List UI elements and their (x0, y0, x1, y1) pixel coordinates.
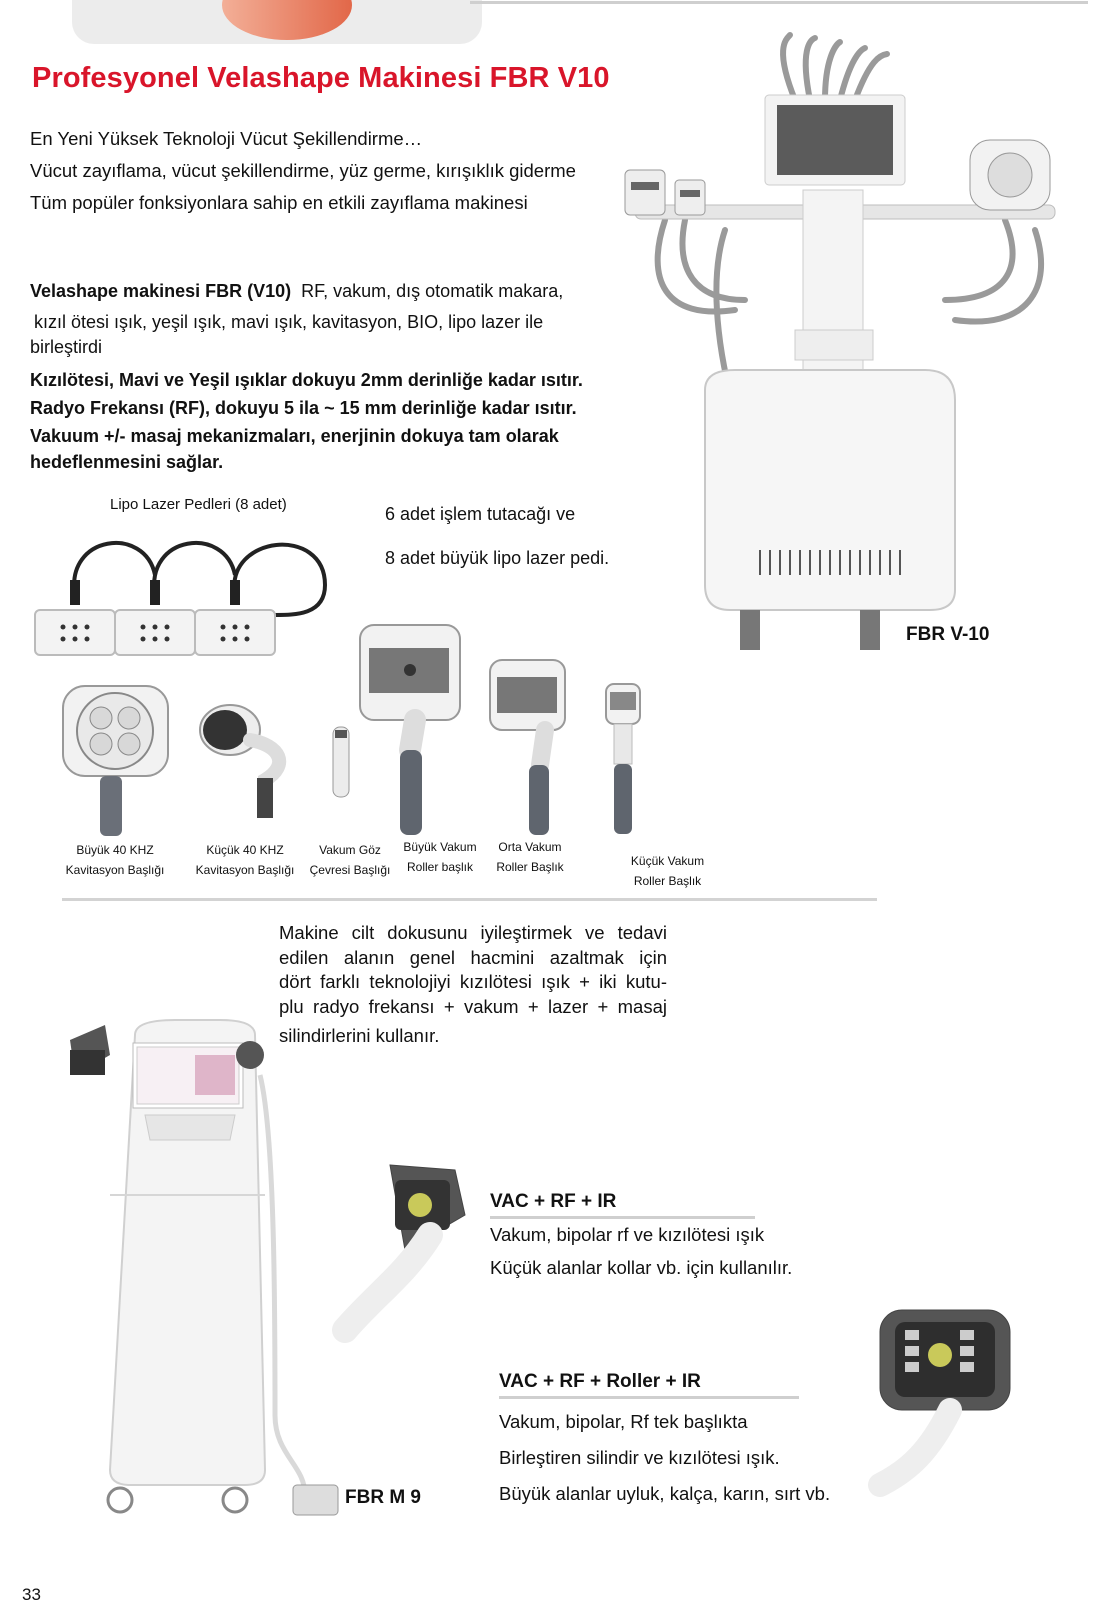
lipo-laser-pads-image (35, 525, 335, 665)
section-line: Vakum, bipolar rf ve kızılötesi ışık (490, 1224, 765, 1245)
section-line: Birleştiren silindir ve kızılötesi ışık. (499, 1447, 780, 1468)
caption-line: Roller Başlık (633, 874, 702, 888)
m9-line: dört farklı teknolojiyi kızılötesi ışık + iki kutu- (279, 971, 667, 992)
m9-line: plu radyo frekansı + vakum + lazer + masaj (279, 995, 667, 1017)
small-cavitation-head-image (195, 700, 295, 830)
m9-line: edilen alanın genel hacmini azaltmak için (279, 946, 667, 968)
caption-line: Orta Vakum (498, 840, 562, 854)
caption-line: Vakum Göz (319, 843, 381, 857)
desc-lead-rest: RF, vakum, dış otomatik makara, (301, 281, 564, 301)
desc-bold: Vakuum +/- masaj mekanizmaları, enerjinin dokuya tam olarak (30, 426, 559, 446)
handpiece-caption (485, 837, 575, 877)
section-line: Büyük alanlar uyluk, kalça, karın, sırt vb. (499, 1483, 831, 1504)
caption-line: Küçük Vakum (630, 854, 705, 868)
description (30, 278, 670, 474)
caption-line: Büyük Vakum (403, 840, 477, 854)
vac-rf-roller-ir-head-image (870, 1300, 1020, 1500)
large-vacuum-roller-head-image (355, 620, 465, 840)
handles-line: 8 adet büyük lipo lazer pedi. (385, 548, 610, 568)
page-title: Profesyonel Velashape Makinesi FBR V10 (32, 62, 610, 94)
caption-line: Kavitasyon Başlığı (65, 863, 165, 877)
handpiece-caption (190, 840, 300, 880)
m9-line: Makine cilt dokusunu iyileştirmek ve tedavi (279, 922, 667, 943)
large-cavitation-head-image (55, 676, 175, 846)
handpiece-caption (305, 840, 395, 880)
desc-bold: Kızılötesi, Mavi ve Yeşil ışıklar dokuyu 2mm derinliğe kadar ısıtır. (30, 370, 583, 390)
m9-line: silindirlerini kullanır. (279, 1025, 440, 1046)
header-rule (470, 1, 1088, 4)
page-number: 33 (22, 1585, 41, 1604)
caption-line: Roller başlık (406, 860, 474, 874)
small-vacuum-roller-head-image (600, 680, 650, 840)
machine2-label: FBR M 9 (345, 1487, 421, 1508)
desc-line: birleştirdi (30, 337, 103, 357)
section-heading: VAC + RF + Roller + IR (499, 1371, 799, 1399)
caption-line: Küçük 40 KHZ (206, 843, 284, 857)
section-vac-rf-roller-ir (499, 1371, 799, 1399)
section-divider (62, 898, 877, 901)
desc-lead-bold: Velashape makinesi FBR (V10) (30, 281, 292, 301)
section-vac-rf-ir (490, 1191, 755, 1219)
header-tab-decoration (72, 0, 482, 44)
section-line: Küçük alanlar kollar vb. için kullanılır. (490, 1257, 793, 1278)
section-heading: VAC + RF + IR (490, 1191, 755, 1219)
section-vac-rf-ir-lines (490, 1218, 792, 1284)
handpiece-caption (620, 851, 715, 891)
medium-vacuum-roller-head-image (485, 655, 575, 840)
desc-line: kızıl ötesi ışık, yeşil ışık, mavi ışık, kavitasyon, BIO, lipo lazer ile (34, 312, 544, 332)
section-line: Vakum, bipolar, Rf tek başlıkta (499, 1411, 748, 1432)
fbr-v10-machine-image (625, 30, 1065, 680)
intro-text (30, 123, 576, 219)
caption-line: Kavitasyon Başlığı (195, 863, 295, 877)
caption-line: Roller Başlık (496, 860, 564, 874)
pads-caption: Lipo Lazer Pedleri (8 adet) (110, 496, 287, 513)
machine1-label: FBR V-10 (906, 624, 990, 645)
desc-bold: hedeflenmesini sağlar. (30, 452, 224, 472)
handpiece-caption (395, 837, 485, 877)
desc-bold: Radyo Frekansı (RF), dokuyu 5 ila ~ 15 mm derinliğe kadar ısıtır. (30, 398, 577, 418)
handles-text (385, 492, 609, 580)
section-vac-rf-roller-ir-lines (499, 1404, 830, 1512)
caption-line: Büyük 40 KHZ (76, 843, 154, 857)
intro-line: Tüm popüler fonksiyonlara sahip en etkili zayıflama makinesi (30, 192, 528, 213)
intro-line: En Yeni Yüksek Teknoloji Vücut Şekillendirme… (30, 128, 423, 149)
caption-line: Çevresi Başlığı (309, 863, 391, 877)
handles-line: 6 adet işlem tutacağı ve (385, 504, 576, 524)
vac-rf-ir-head-image (335, 1155, 475, 1335)
handpiece-caption (60, 840, 170, 880)
fbr-m9-machine-image (65, 1015, 355, 1525)
intro-line: Vücut zayıflama, vücut şekillendirme, yüz germe, kırışıklık giderme (30, 160, 576, 181)
